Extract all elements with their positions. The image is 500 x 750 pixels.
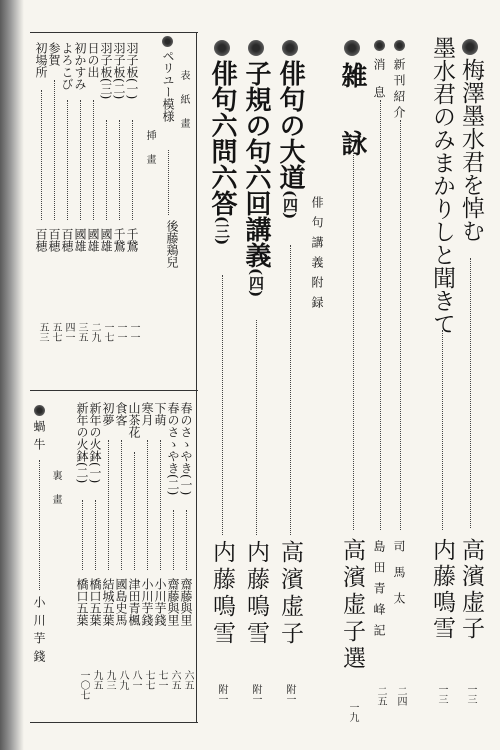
author-name: 島田青峰記 (372, 540, 386, 645)
dotted-leader (400, 120, 401, 530)
serial-title-text: 俳句の大道 (275, 60, 305, 190)
cover-motif: ペリユー模様 (161, 50, 175, 122)
illustration-title: 春のさゝやき(二) (166, 402, 180, 496)
illustration-title: 羽子板(一) (125, 42, 139, 100)
page-number: 六五 (182, 670, 193, 690)
page-number: 附一 (250, 684, 261, 704)
dotted-leader (39, 460, 40, 590)
illustration-artist: 橋口五葉 (75, 578, 89, 626)
page-number: 一三 (436, 684, 447, 704)
section-label: 俳句講義附録 (310, 196, 324, 316)
dotted-leader (186, 510, 187, 570)
illustration-artist: 齋藤與里 (166, 578, 180, 626)
bullet-icon (462, 39, 478, 55)
dotted-leader (106, 120, 107, 220)
illustration-artist: 千鵞 (112, 228, 126, 252)
illustration-artist: 百穂 (60, 228, 74, 252)
illustration-title: 新年の火鉢(二) (75, 402, 89, 484)
serial-title (209, 60, 235, 245)
page-number: 九五 (91, 670, 102, 690)
page-number: 三五 (76, 322, 87, 342)
page-number: 一九 (347, 702, 358, 722)
illustration-title: 寒月 (140, 402, 154, 426)
dotted-leader (442, 330, 443, 530)
header-item-title: 梅澤墨水君を悼む (458, 58, 484, 242)
bullet-icon (282, 40, 298, 56)
illustration-title: 初場所 (34, 42, 48, 78)
page-number: 附一 (216, 684, 227, 704)
dotted-leader (173, 510, 174, 570)
page-number: 六五 (169, 670, 180, 690)
box-bottom-rule (30, 722, 198, 723)
illustration-artist: 小川芋錢 (140, 578, 154, 626)
illustration-artist: 國雄 (86, 228, 100, 252)
serial-part: (四) (247, 268, 265, 298)
page-number: 七七 (143, 670, 154, 690)
back-cover-artist: 小川芋錢 (32, 596, 46, 668)
dotted-leader (147, 440, 148, 570)
author-name: 内藤鳴雪 (243, 540, 269, 648)
illustration-title: よろこび (60, 42, 74, 90)
illustration-artist: 橋口五葉 (88, 578, 102, 626)
cover-label: 表紙畫 (178, 70, 189, 142)
author-name: 司馬太 (392, 540, 406, 618)
bullet-icon (248, 40, 264, 56)
page-number: 二五 (375, 686, 386, 706)
illustration-title: 参賀 (47, 42, 61, 66)
page-number: 附一 (284, 684, 295, 704)
dotted-leader (119, 120, 120, 220)
dotted-leader (134, 452, 135, 570)
page-number: 一〇七 (78, 670, 89, 700)
dotted-leader (108, 440, 109, 570)
dotted-leader (121, 440, 122, 570)
page-number: 一一 (128, 322, 139, 342)
author-name: 内藤鳴雪 (429, 538, 455, 642)
insert-label: 挿畫 (144, 130, 155, 178)
bullet-icon (34, 405, 45, 416)
dotted-leader (256, 320, 257, 535)
serial-title (277, 60, 303, 219)
illustration-artist: 國島史馬 (114, 578, 128, 626)
illustration-title: 山茶花 (127, 402, 141, 438)
box-top-rule (30, 32, 198, 33)
dotted-leader (80, 100, 81, 220)
illustration-artist: 小川芋錢 (153, 578, 167, 626)
dotted-leader (93, 100, 94, 220)
page-number: 一三 (465, 684, 476, 704)
dotted-leader (222, 275, 223, 535)
dotted-leader (82, 500, 83, 570)
illustration-title: 食客 (114, 402, 128, 426)
page-number: 五七 (50, 322, 61, 342)
dotted-leader (67, 100, 68, 220)
dotted-leader (41, 90, 42, 220)
page-number: 八九 (117, 670, 128, 690)
back-cover-label: 裏畫 (50, 470, 61, 518)
illustration-title: 羽子板(二) (112, 42, 126, 100)
binding-shadow (0, 0, 24, 750)
illustration-artist: 千鵞 (125, 228, 139, 252)
page-number: 二四 (395, 686, 406, 706)
back-cover-title: 蝸牛 (32, 420, 46, 456)
serial-part: (三) (213, 216, 231, 246)
dotted-leader (290, 245, 291, 535)
cover-artist: 後藤鶏兒 (165, 220, 179, 268)
illustration-artist: 齋藤與里 (179, 578, 193, 626)
dotted-leader (168, 150, 169, 215)
bullet-icon (374, 40, 385, 51)
author-name: 高濱虚子 (458, 538, 484, 642)
dotted-leader (95, 500, 96, 570)
header-item-title: 墨水君のみまかりしと聞きて (429, 36, 455, 335)
illustration-artist: 百穂 (47, 228, 61, 252)
illustration-title: 日の出 (86, 42, 100, 78)
dotted-leader (380, 100, 381, 530)
serial-title-text: 子規の句六回講義 (241, 60, 271, 268)
serial-part: (四) (281, 190, 299, 220)
dotted-leader (160, 440, 161, 570)
illustration-artist: 國雄 (99, 228, 113, 252)
bullet-icon (394, 40, 405, 51)
illustration-title: 羽子板(三) (99, 42, 113, 100)
dotted-leader (132, 120, 133, 220)
selector-name: 高濱虚子選 (339, 538, 365, 673)
item-title: 新刊紹介 (392, 58, 406, 122)
illustration-artist: 百穂 (34, 228, 48, 252)
page-number: 五三 (37, 322, 48, 342)
author-name: 高濱虚子 (277, 540, 303, 648)
page-number: 八一 (130, 670, 141, 690)
section-heading: 雑詠 (337, 62, 367, 198)
box-divider (196, 32, 197, 722)
box-middle-rule (30, 390, 198, 391)
serial-title-text: 俳句六問六答 (207, 60, 237, 216)
dotted-leader (353, 150, 354, 530)
serial-title (243, 60, 269, 297)
illustration-artist: 國雄 (73, 228, 87, 252)
illustration-title: 下萌 (153, 402, 167, 426)
page-number: 一七 (102, 322, 113, 342)
illustration-artist: 結城五葉 (101, 578, 115, 626)
item-title: 消息 (372, 58, 386, 114)
bullet-icon (214, 40, 230, 56)
page-number: 一一 (115, 322, 126, 342)
bullet-icon (162, 36, 173, 47)
page-number: 七一 (156, 670, 167, 690)
illustration-title: 初かすみ (73, 42, 87, 90)
page-number: 九三 (104, 670, 115, 690)
illustration-title: 春のさゝやき(一) (179, 402, 193, 496)
author-name: 内藤鳴雪 (209, 540, 235, 648)
bullet-icon (344, 40, 360, 56)
illustration-artist: 津田青楓 (127, 578, 141, 626)
illustration-title: 初夢 (101, 402, 115, 426)
page-number: 二九 (89, 322, 100, 342)
dotted-leader (470, 258, 471, 528)
illustration-title: 新年の火鉢(一) (88, 402, 102, 484)
dotted-leader (54, 80, 55, 220)
page-number: 四一 (63, 322, 74, 342)
